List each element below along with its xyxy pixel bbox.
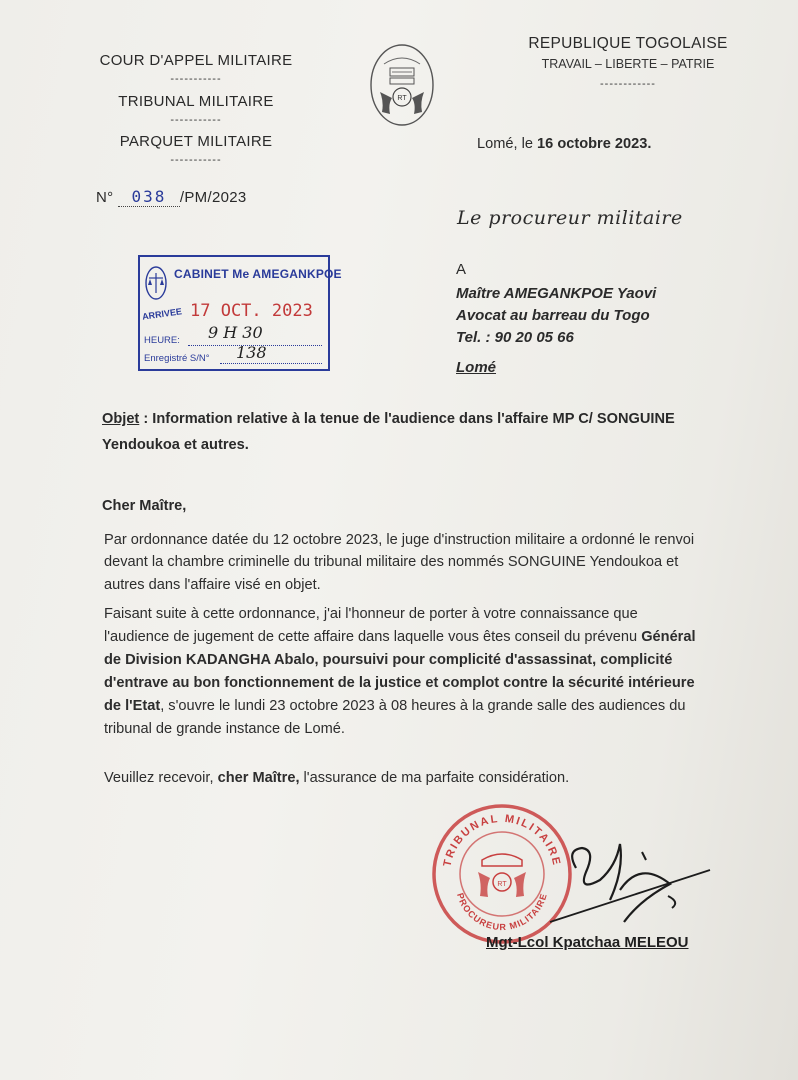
stamp-arrived-label: ARRIVEE bbox=[141, 306, 183, 322]
place-date-value: 16 octobre 2023. bbox=[537, 136, 652, 152]
closing-pre: Veuillez recevoir, bbox=[104, 770, 218, 786]
reception-stamp bbox=[138, 255, 342, 371]
number-value: 038 bbox=[118, 187, 180, 207]
paragraph2-line3: de Division KADANGHA Abalo, poursuivi pour complicité d'assassinat, complicité bbox=[104, 652, 673, 668]
stamp-title: CABINET Me AMEGANKPOE bbox=[174, 267, 342, 281]
paragraph1-line1: Par ordonnance datée du 12 octobre 2023, le juge d'instruction militaire a ordonné le renvoi bbox=[104, 532, 695, 548]
paragraph2-line4: d'entrave au bon fonctionnement de la justice et complot contre la sécurité intérieure bbox=[104, 675, 695, 691]
paragraph2-line2-text: l'audience de jugement de cette affaire dans laquelle vous êtes conseil du prévenu bbox=[104, 629, 642, 645]
seal-initials: RT bbox=[497, 881, 507, 888]
paragraph2-line1: Faisant suite à cette ordonnance, j'ai l'honneur de porter à votre connaissance que bbox=[104, 606, 638, 622]
seal-text-top: TRIBUNAL MILITAIRE bbox=[441, 812, 563, 868]
closing-post: l'assurance de ma parfaite considération. bbox=[299, 770, 570, 786]
stamp-reg-value: 138 bbox=[236, 343, 267, 362]
stamp-reg-label: Enregistré S/N° bbox=[144, 353, 210, 364]
place-date-prefix: Lomé, le bbox=[477, 136, 538, 152]
separator-1: ----------- bbox=[170, 73, 222, 85]
stamp-reg-line bbox=[220, 363, 322, 364]
paragraph2-line6: tribunal de grande instance de Lomé. bbox=[104, 721, 345, 737]
stamp-date: 17 OCT. 2023 bbox=[190, 301, 313, 321]
number-suffix: /PM/2023 bbox=[179, 189, 247, 206]
handwritten-signature-icon bbox=[520, 830, 720, 940]
tribunal-name: TRIBUNAL MILITAIRE bbox=[118, 93, 274, 110]
closing-bold: cher Maître, bbox=[217, 770, 300, 786]
paragraph1-line3: autres dans l'affaire visé en objet. bbox=[104, 577, 321, 593]
separator-2: ----------- bbox=[170, 114, 222, 126]
country-name: REPUBLIQUE TOGOLAISE bbox=[528, 35, 728, 52]
recipient-name: Maître AMEGANKPOE Yaovi bbox=[456, 285, 657, 302]
paragraph2-line5-text: , s'ouvre le lundi 23 octobre 2023 à 08 heures à la grande salle des audiences du bbox=[160, 698, 686, 714]
subject-line-2: Yendoukoa et autres. bbox=[102, 437, 249, 453]
recipient-city: Lomé bbox=[456, 359, 497, 376]
closing-line bbox=[104, 770, 569, 786]
recipient-role: Avocat au barreau du Togo bbox=[456, 307, 650, 324]
seal-text-bottom: PROCUREUR MILITAIRE bbox=[455, 891, 549, 933]
parquet-name: PARQUET MILITAIRE bbox=[119, 133, 273, 150]
sender-title: Le procureur militaire bbox=[457, 207, 683, 229]
number-prefix: N° bbox=[96, 189, 114, 206]
national-motto: TRAVAIL – LIBERTE – PATRIE bbox=[541, 57, 715, 71]
paragraph2-line2 bbox=[104, 629, 696, 645]
reference-number bbox=[96, 187, 247, 207]
place-date bbox=[477, 136, 651, 152]
separator-right: ------------ bbox=[600, 78, 656, 90]
paragraph1-line2: devant la chambre criminelle du tribunal militaire des nommés SONGUINE Yendoukoa et bbox=[104, 554, 679, 570]
paragraph2-line2-bold: Général bbox=[641, 629, 696, 645]
subject-label: Objet bbox=[102, 411, 140, 427]
recipient-phone: Tel. : 90 20 05 66 bbox=[456, 329, 574, 346]
republic-emblem-icon bbox=[368, 42, 436, 128]
emblem-initials: RT bbox=[397, 95, 407, 102]
paragraph2-line5 bbox=[104, 698, 685, 714]
salutation: Cher Maître, bbox=[102, 498, 187, 514]
court-name: COUR D'APPEL MILITAIRE bbox=[99, 52, 293, 69]
paragraph2-line5-bold: de l'Etat bbox=[104, 698, 161, 714]
stamp-hour-label: HEURE: bbox=[144, 335, 180, 346]
recipient-to: A bbox=[456, 261, 467, 278]
subject-text: : Information relative à la tenue de l'audience dans l'affaire MP C/ SONGUINE bbox=[139, 411, 675, 427]
subject-line-1 bbox=[102, 411, 675, 427]
scales-of-justice-icon bbox=[144, 265, 168, 301]
stamp-hour-value: 9 H 30 bbox=[208, 323, 263, 342]
signatory-name: Mgt-Lcol Kpatchaa MELEOU bbox=[486, 934, 689, 951]
separator-3: ----------- bbox=[170, 154, 222, 166]
